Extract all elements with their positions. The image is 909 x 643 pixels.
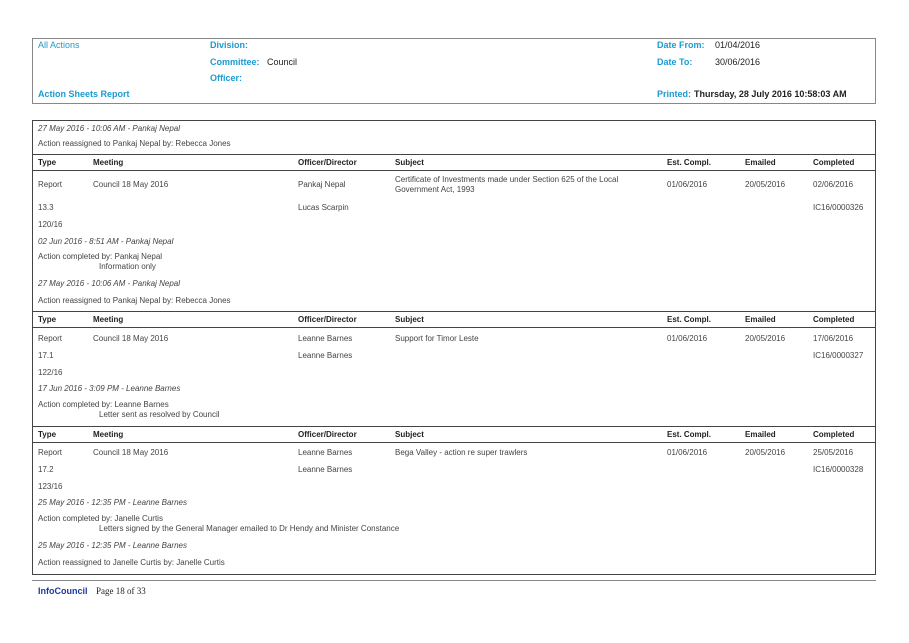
actions-list: 27 May 2016 - 10:06 AM - Pankaj Nepal Action reassigned to Pankaj Nepal by: Rebecca Jones Type Meeting Officer/Director Subject Est. Compl. Emailed Completed Report Council 18 May 2016 Pankaj Nepal Certificate of Investments made under Section 625 of the Local Government Act, 1993 01/06/2016 20/05/2016 02/06/2016 13.3 Lucas Scarpin IC16/0000326 120/16 02 Jun 2016 - 8:51 AM - Pankaj Nepal Action completed by: Pankaj Nepal Information only 27 May 2016 - 10:06 AM - Pankaj Nepal Action reassigned to Pankaj Nepal by: Rebecca Jones Type Meeting Officer/Director Subject Est. Compl. Emailed Completed Report Council 18 May 2016 Leanne Barnes Support for Timor Leste 01/06/2016 20/05/2016 17/06/2016 17.1 Leanne Barnes IC16/0000327 122/16 17 Jun 2016 - 3:09 PM - Leanne Barnes Action completed by: Leanne Barnes Letter sent as resolved by Council Type Meeting Officer/Director Subject Est. Compl. Emailed Completed Report Council 18 May 2016 Leanne Barnes Bega Valley - action re super trawlers 01/06/2016 20/05/2016 25/05/2016 17.2 Leanne Barnes IC16/0000328 123/16 25 May 2016 - 12:35 PM - Leanne Barnes Action completed by: Janelle Curtis Letters signed by the General Manager emailed to Dr Hendy and Minister Constance 25 May 2016 - 12:35 PM - Leanne Barnes Action reassigned to Janelle Curtis by: Janelle Curtis [32,120,876,575]
date-to-label: Date To: [657,57,693,67]
date-to-value: 30/06/2016 [715,57,761,67]
report-title: Action Sheets Report [38,89,130,99]
infocouncil-logo: InfoCouncil [38,586,88,596]
committee-label: Committee: [210,57,260,67]
division-label: Division: [210,40,249,50]
officer-label: Officer: [210,73,243,83]
printed-label: Printed: [657,89,692,99]
page-footer [38,586,146,596]
date-from-value: 01/04/2016 [715,40,761,50]
column-header-row: Type Meeting Officer/Director Subject Est. Compl. Emailed Completed [33,311,875,328]
report-header [32,38,876,104]
footer-divider [32,580,876,581]
page-number: Page 18 of 33 [96,586,146,596]
printed-value: Thursday, 28 July 2016 10:58:03 AM [694,89,847,99]
column-header-row: Type Meeting Officer/Director Subject Est. Compl. Emailed Completed [33,154,875,171]
column-header-row: Type Meeting Officer/Director Subject Est. Compl. Emailed Completed [33,426,875,443]
date-from-label: Date From: [657,40,705,50]
committee-value: Council [267,57,298,67]
all-actions-label: All Actions [38,40,80,50]
